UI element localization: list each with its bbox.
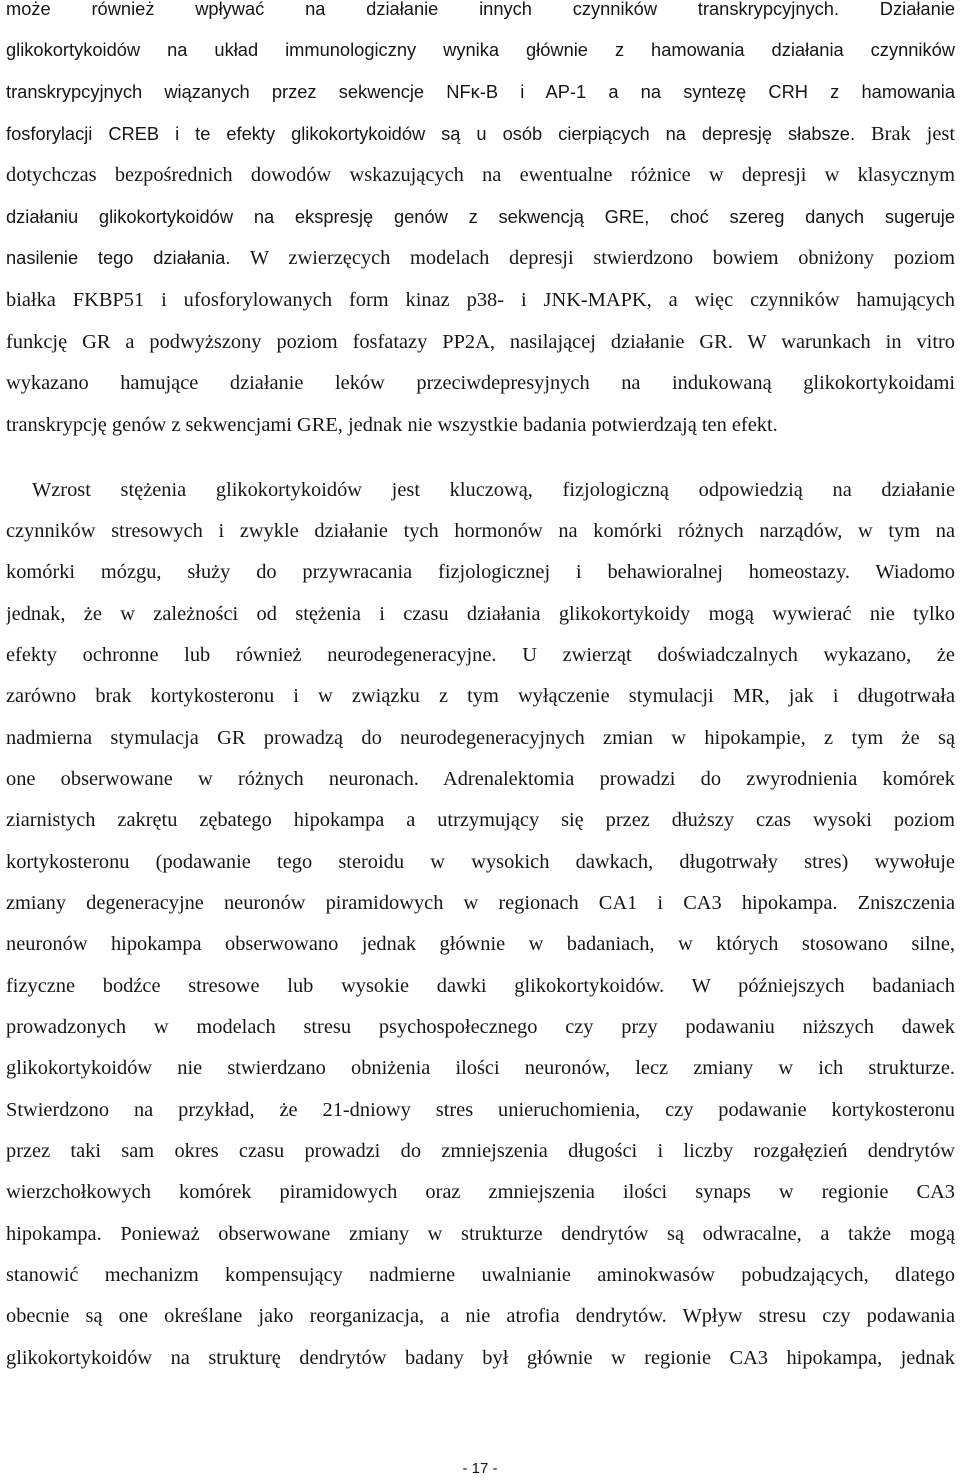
text-line	[6, 721, 955, 755]
text-line	[6, 555, 955, 589]
text-segment: kortykosteronu (podawanie tego steroidu w wysokich dawkach, długotrwały stres) wywołuje	[6, 851, 955, 873]
text-line	[6, 597, 955, 631]
text-line	[6, 1341, 955, 1375]
text-segment: Działanie	[839, 0, 955, 19]
text-segment: działaniu glikokortykoidów na ekspresję genów z sekwencją GRE, choć szereg danych sugeruje	[6, 206, 955, 227]
text-segment: W warunkach in vitro	[732, 331, 955, 353]
text-line	[6, 0, 955, 26]
text-segment: jednak, że w zależności od stężenia i czasu działania glikokortykoidy mogą wywierać nie tylko	[6, 603, 955, 625]
text-segment: stanowić mechanizm kompensujący nadmierne uwalnianie aminokwasów pobudzających, dlatego	[6, 1264, 955, 1286]
text-segment: może również wpływać na działanie innych czynników transkrypcyjnych.	[6, 0, 840, 19]
text-segment: ziarnistych zakrętu zębatego hipokampa a utrzymujący się przez dłuższy czas wysoki poziom	[6, 809, 955, 831]
text-line	[6, 200, 955, 234]
text-line	[6, 33, 955, 67]
text-line	[32, 473, 955, 507]
text-segment: efekty ochronne lub również neurodegeneracyjne.	[6, 644, 497, 666]
text-segment: Wpływ stresu czy podawania	[666, 1305, 955, 1327]
text-segment: Brak jest	[855, 123, 955, 145]
text-line	[6, 1051, 955, 1085]
text-segment: czynników stresowych i zwykle działanie tych hormonów na komórki różnych narządów, w tym na	[6, 520, 955, 542]
text-segment: hipokampa.	[6, 1223, 102, 1245]
text-segment: glikokortykoidów na strukturę dendrytów badany był głównie w regionie CA3 hipokampa, jednak	[6, 1347, 955, 1369]
text-line	[6, 1299, 955, 1333]
text-segment: Wzrost stężenia glikokortykoidów jest kluczową, fizjologiczną odpowiedzią na działanie	[32, 479, 955, 501]
text-line	[6, 1175, 955, 1209]
text-segment: glikokortykoidów nie stwierdzano obniżenia ilości neuronów, lecz zmiany w ich strukturze.	[6, 1057, 955, 1079]
text-segment: Stwierdzono na przykład, że 21-dniowy stres unieruchomienia, czy podawanie kortykosteronu	[6, 1099, 955, 1121]
text-line	[6, 969, 955, 1003]
text-line	[6, 1258, 955, 1292]
text-line	[6, 514, 955, 548]
text-segment: funkcję GR a podwyższony poziom fosfatazy PP2A, nasilającej działanie GR.	[6, 331, 733, 353]
text-segment: Zniszczenia	[837, 892, 955, 914]
text-segment: zmiany degeneracyjne neuronów piramidowych w regionach CA1 i CA3 hipokampa.	[6, 892, 838, 914]
text-segment: transkrypcyjnych wiązanych przez sekwencje NFκ-B i AP-1 a na syntezę CRH z hamowania	[6, 81, 955, 102]
text-line	[6, 1010, 955, 1044]
text-line	[6, 762, 955, 796]
text-line	[6, 408, 955, 442]
text-line	[6, 158, 955, 192]
text-segment: U zwierząt doświadczalnych wykazano, że	[496, 644, 955, 666]
text-line	[6, 366, 955, 400]
text-segment: Adrenalektomia prowadzi do zwyrodnienia komórek	[418, 768, 955, 790]
text-segment: neuronów hipokampa obserwowano jednak głównie w badaniach, w których stosowano silne,	[6, 933, 955, 955]
text-segment: białka FKBP51 i ufosforylowanych form kinaz p38- i JNK-MAPK, a więc czynników hamujących	[6, 289, 955, 311]
text-segment: zarówno brak kortykosteronu i w związku z tym wyłączenie stymulacji MR, jak i długotrwała	[6, 685, 955, 707]
text-segment: dotychczas bezpośrednich dowodów wskazujących na ewentualne różnice w depresji w klasycznym	[6, 164, 955, 186]
text-segment: nadmierna stymulacja GR prowadzą do neurodegeneracyjnych zmian w hipokampie, z tym że są	[6, 727, 955, 749]
text-segment: W zwierzęcych modelach depresji stwierdzono bowiem obniżony poziom	[230, 247, 955, 269]
text-segment: Wiadomo	[849, 561, 955, 583]
text-segment: prowadzonych w modelach stresu psychospołecznego czy przy podawaniu niższych dawek	[6, 1016, 955, 1038]
text-segment: nasilenie tego działania.	[6, 247, 231, 268]
text-line	[6, 241, 955, 275]
text-segment: wykazano hamujące działanie leków przeciwdepresyjnych na indukowaną glikokortykoidami	[6, 372, 955, 394]
text-segment: fizyczne bodźce stresowe lub wysokie dawki glikokortykoidów.	[6, 975, 665, 997]
text-segment: komórki mózgu, służy do przywracania fizjologicznej i behawioralnej homeostazy.	[6, 561, 850, 583]
text-line	[6, 283, 955, 317]
text-line	[6, 75, 955, 109]
text-segment: transkrypcję genów z sekwencjami GRE, jednak nie wszystkie badania potwierdzają ten efekt.	[6, 414, 778, 436]
text-segment: wierzchołkowych komórek piramidowych oraz zmniejszenia ilości synaps w regionie CA3	[6, 1181, 955, 1203]
page-number: - 17 -	[462, 1460, 498, 1477]
text-line	[6, 679, 955, 713]
text-line	[6, 638, 955, 672]
text-line	[6, 886, 955, 920]
text-segment: Ponieważ obserwowane zmiany w strukturze dendrytów są odwracalne, a także mogą	[101, 1223, 955, 1245]
text-line	[6, 845, 955, 879]
text-segment: W późniejszych badaniach	[664, 975, 955, 997]
text-line	[6, 325, 955, 359]
text-segment: glikokortykoidów na układ immunologiczny wynika głównie z hamowania działania czynników	[6, 39, 955, 60]
text-segment: fosforylacji CREB i te efekty glikokortykoidów są u osób cierpiących na depresję słabsze.	[6, 123, 856, 144]
text-segment: obecnie są one określane jako reorganizacja, a nie atrofia dendrytów.	[6, 1305, 667, 1327]
text-segment: one obserwowane w różnych neuronach.	[6, 768, 419, 790]
text-line	[6, 803, 955, 837]
text-line	[6, 1093, 955, 1127]
text-line	[6, 1134, 955, 1168]
text-line	[6, 1217, 955, 1251]
text-line	[6, 927, 955, 961]
text-segment: przez taki sam okres czasu prowadzi do zmniejszenia długości i liczby rozgałęzień dendrytów	[6, 1140, 955, 1162]
text-line	[6, 117, 955, 151]
